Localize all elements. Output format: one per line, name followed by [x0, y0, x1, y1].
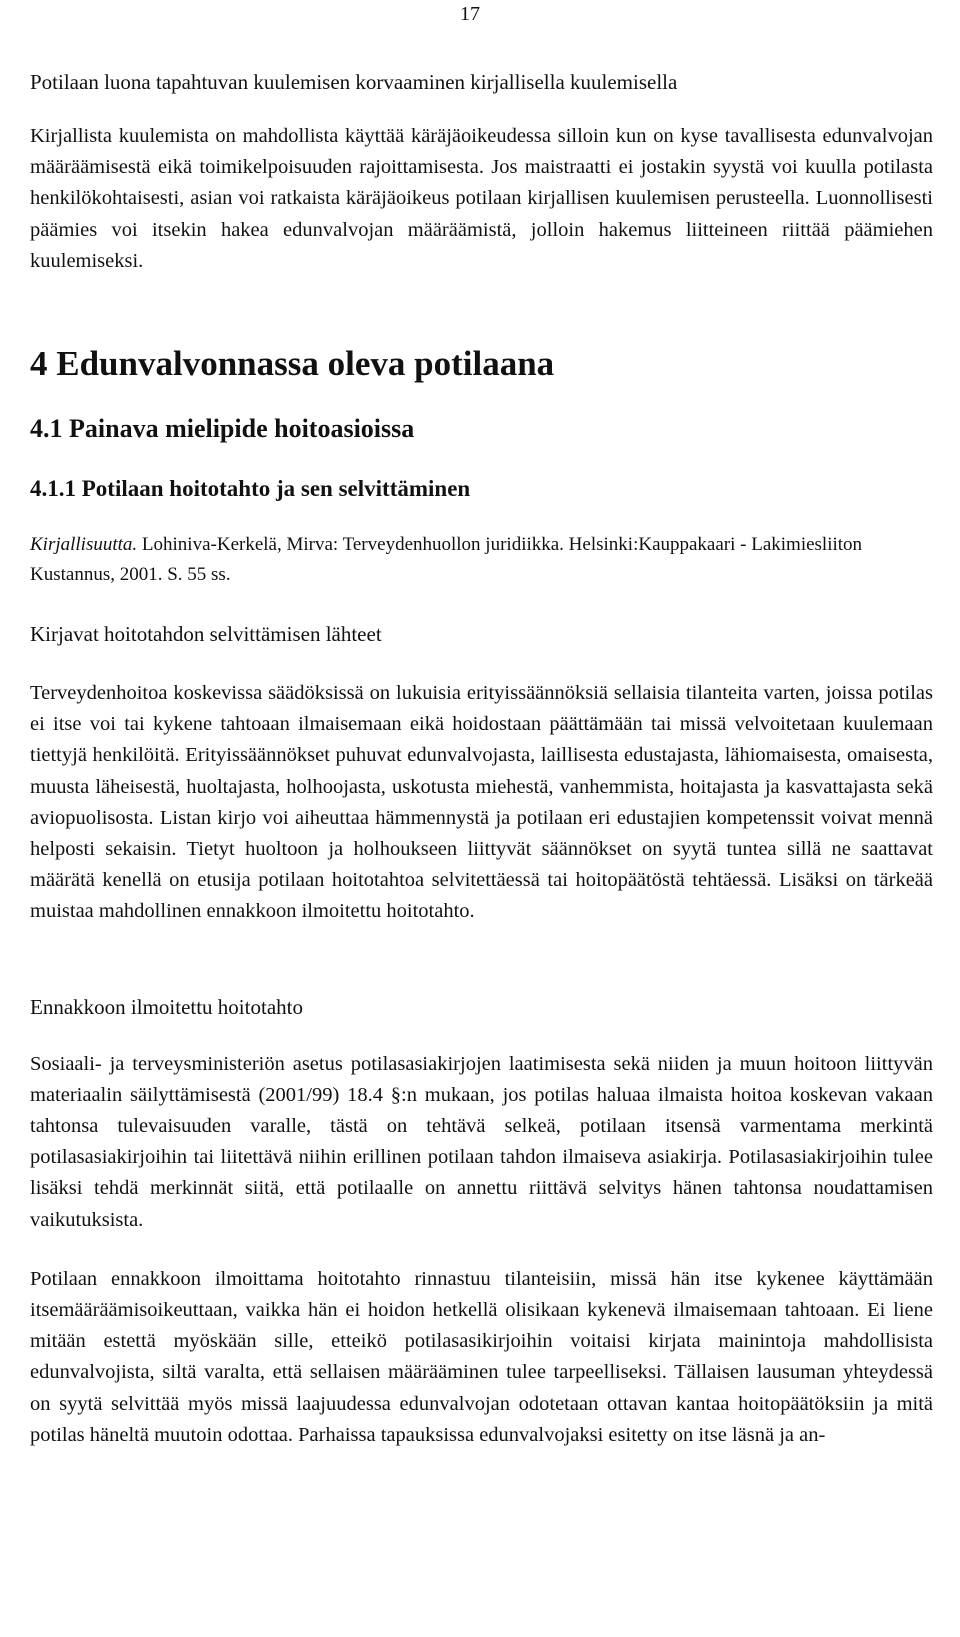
sub-heading-advance-directive: Ennakkoon ilmoitettu hoitotahto: [30, 994, 303, 1019]
literature-reference: [30, 530, 933, 590]
reference-text: Lohiniva-Kerkelä, Mirva: Terveydenhuollon juridiikka. Helsinki:Kauppakaari - Lakimiesliiton Kustannus, 2001. S. 55 ss.: [30, 534, 863, 586]
sub-heading-sources: Kirjavat hoitotahdon selvittämisen lähteet: [30, 622, 382, 647]
paragraph-written-hearing: Kirjallista kuulemista on mahdollista käyttää käräjäoikeudessa silloin kun on kyse tavallisesta edunvalvojan määräämisestä eikä toimikelpoisuuden rajoittamisesta. Jos maistraatti ei jostakin syystä voi kuulla potilasta henkilökohtaisesti, asian voi ratkaista käräjäoikeus potilaan kirjallisen kuulemisen perusteella. Luonnollisesti päämies voi itsekin hakea edunvalvojan määräämistä, jolloin hakemus liitteineen riittää päämiehen kuulemiseksi.: [30, 125, 933, 272]
section-heading-4-1-1: 4.1.1 Potilaan hoitotahto ja sen selvittäminen: [30, 476, 471, 502]
section-heading-4-1: 4.1 Painava mielipide hoitoasioissa: [30, 414, 415, 444]
paragraph-advance-directive-continued: Potilaan ennakkoon ilmoittama hoitotahto rinnastuu tilanteisiin, missä hän itse kykenee käyttämään itsemääräämisoikeuttaan, vaikka hän ei hoidon hetkellä olisikaan kykenevä ilmaisemaan tahtoaan. Ei liene mitään estettä myöskään sille, etteikö potilasasikirjoihin voitaisi kirjata mainintoja mahdollisista edunvalvojista, siltä varalta, että sellaisen määrääminen tulee tarpeelliseksi. Tällaisen lausuman yhteydessä on syytä selvittää myös missä laajuudessa edunvalvojan odotetaan ottavan kantaa hoitopäätöksiin ja mitä potilas häneltä muutoin odottaa. Parhaissa tapauksissa edunvalvojaksi esitetty on itse läsnä ja an-: [30, 1267, 933, 1446]
page-content: [30, 68, 933, 1451]
paragraph-sources: Terveydenhoitoa koskevissa säädöksissä on lukuisia erityissäännöksiä sellaisia tilanteita varten, joissa potilas ei itse voi tai kykene tahtoaan ilmaisemaan eikä hoidostaan päättämään tai missä velvoitetaan kuulemaan tiettyjä henkilöitä. Erityissäännökset puhuvat edunvalvojasta, laillisesta edustajasta, lähiomaisesta, omaisesta, muusta läheisestä, huoltajasta, holhoojasta, uskotusta miehestä, vanhemmista, hoitajasta ja kasvattajasta sekä aviopuolisosta. Listan kirjo voi aiheuttaa hämmennystä ja potilaan eri edustajien kompetenssit voivat mennä helposti sekaisin. Tietyt huoltoon ja holhoukseen liittyvät säännökset on syytä tuntea sillä ne saattavat määrätä kenellä on etusija potilaan hoitotahtoa selvitettäessä tai hoitopäätöstä tehtäessä. Lisäksi on tärkeää muistaa mahdollinen ennakkoon ilmoitettu hoitotahto.: [30, 682, 933, 923]
reference-label: Kirjallisuutta.: [30, 534, 138, 556]
paragraph-advance-directive: Sosiaali- ja terveysministeriön asetus potilasasiakirjojen laatimisesta sekä niiden ja muun hoitoon liittyvän materiaalin säilyttämisestä (2001/99) 18.4 §:n mukaan, jos potilas haluaa ilmaista hoitoa koskevan vakaan tahtonsa tulevaisuuden varalle, tästä on tehtävä selkeä, potilaan itsensä varmentama merkintä potilasasiakirjoihin tai liitettävä niihin erillinen potilaan tahdon ilmaiseva asiakirja. Potilasasiakirjoihin tulee lisäksi tehdä merkinnät siitä, että potilaalle on annettu riittävä selvitys hänen tahtonsa noudattamisen vaikutuksista.: [30, 1052, 933, 1231]
section-heading-written-hearing: Potilaan luona tapahtuvan kuulemisen korvaaminen kirjallisella kuulemisella: [30, 70, 678, 94]
chapter-heading: 4 Edunvalvonnassa oleva potilaana: [30, 344, 555, 384]
page-number: 17: [460, 3, 480, 25]
